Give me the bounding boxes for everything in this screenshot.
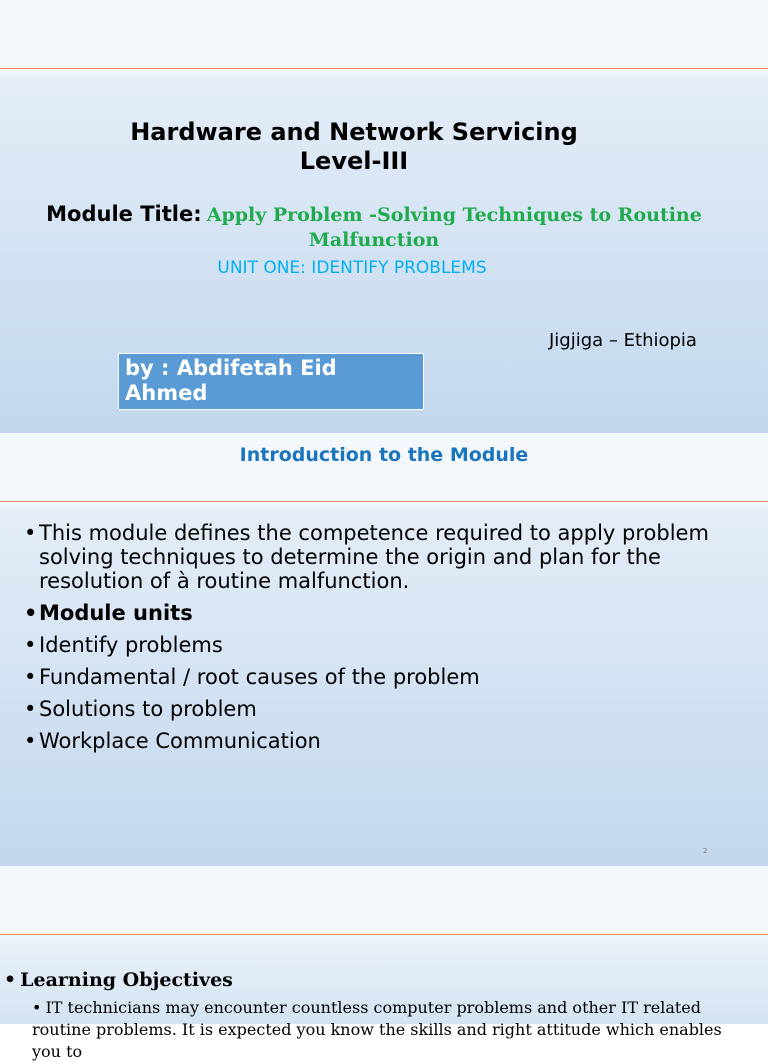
presentation-title [0,118,708,176]
learning-objective-text: • IT technicians may encounter countless computer problems and other IT related routine problems. It is expected you know the skills and right attitude which enables you to [32,998,722,1061]
slide-title: Introduction to the Module [239,444,529,466]
list-item: • Solutions to problem [24,697,257,721]
list-item: • Workplace Communication [24,729,321,753]
list-item: • Fundamental / root causes of the problem [24,665,480,689]
author-line-2: Ahmed [125,381,208,405]
author-line-1: by : Abdifetah Eid [125,356,337,380]
objectives-slide [0,866,768,1061]
header-divider [0,68,768,69]
title-line-1: Hardware and Network Servicing [130,118,578,146]
location-text: Jigjiga – Ethiopia [549,330,697,351]
module-title-block [40,202,708,253]
bullet-icon: • [24,521,37,545]
header-divider [0,934,768,935]
page-number: 2 [703,847,708,855]
bullet-icon: • [24,665,37,689]
bullet-icon: • [24,729,37,753]
title-slide [0,0,768,433]
bullet-icon: • [24,697,37,721]
module-title-text-cont: Malfunction [308,229,440,251]
module-title-text: Apply Problem -Solving Techniques to Routine [206,204,702,226]
author-box [118,353,424,410]
bullet-icon: • [24,633,37,657]
bullet-icon: • [24,601,38,625]
bullet-icon: • [4,969,17,991]
title-line-2: Level-III [299,147,409,175]
intro-slide [0,433,768,866]
header-divider [0,501,768,502]
list-item: • Module units [24,601,193,625]
list-item: • This module defines the competence required to apply problem solving techniques to determine the origin and plan for the resolution of à routine malfunction. [24,521,709,593]
unit-subtitle: UNIT ONE: IDENTIFY PROBLEMS [217,258,487,278]
bullet-list [24,521,744,761]
module-title-label: Module Title: [46,202,202,226]
bullet-icon: • [32,998,42,1017]
learning-objectives-heading: • Learning Objectives [4,969,233,991]
list-item: • Identify problems [24,633,223,657]
